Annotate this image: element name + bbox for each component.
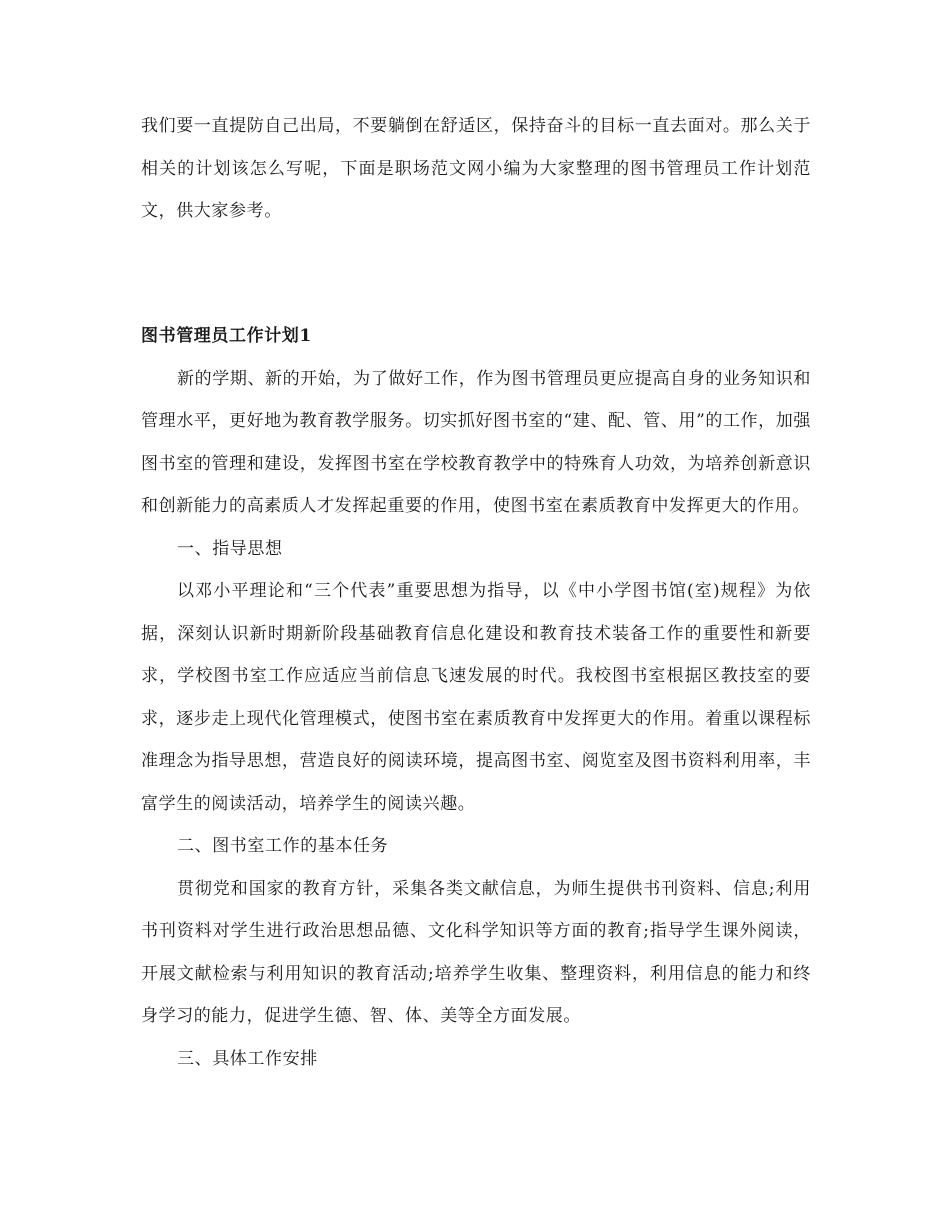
intro-paragraph: 我们要一直提防自己出局，不要躺倒在舒适区，保持奋斗的目标一直去面对。那么关于相关的计划该怎么写呢，下面是职场范文网小编为大家整理的图书管理员工作计划范文，供大家参考。 <box>141 116 811 221</box>
section-title: 图书管理员工作计划1 <box>141 326 312 346</box>
subheading-1: 一、指导思想 <box>177 538 283 559</box>
body-paragraph-1: 新的学期、新的开始，为了做好工作，作为图书管理员更应提高自身的业务知识和管理水平，更好地为教育教学服务。切实抓好图书室的“建、配、管、用”的工作，加强图书室的管理和建设，发挥图书室在学校教育教学中的特殊育人功效，为培养创新意识和创新能力的高素质人才发挥起重要的作用，使图书室在素质教育中发挥更大的作用。 <box>141 368 811 516</box>
section-block <box>141 315 811 1080</box>
intro-block <box>141 105 811 233</box>
subheading-3: 三、具体工作安排 <box>177 1048 318 1069</box>
body-paragraph-2: 以邓小平理论和“三个代表”重要思想为指导，以《中小学图书馆(室)规程》为依据，深刻认识新时期新阶段基础教育信息化建设和教育技术装备工作的重要性和新要求，学校图书室工作应适应当前信息飞速发展的时代。我校图书室根据区教技室的要求，逐步走上现代化管理模式，使图书室在素质教育中发挥更大的作用。着重以课程标准理念为指导思想，营造良好的阅读环境，提高图书室、阅览室及图书资料利用率，丰富学生的阅读活动，培养学生的阅读兴趣。 <box>141 581 811 814</box>
subheading-2: 二、图书室工作的基本任务 <box>177 836 389 856</box>
body-paragraph-3: 贯彻党和国家的教育方针，采集各类文献信息，为师生提供书刊资料、信息;利用书刊资料对学生进行政治思想品德、文化科学知识等方面的教育;指导学生课外阅读，开展文献检索与利用知识的教育活动;培养学生收集、整理资料，利用信息的能力和终身学习的能力，促进学生德、智、体、美等全方面发展。 <box>141 878 811 1026</box>
